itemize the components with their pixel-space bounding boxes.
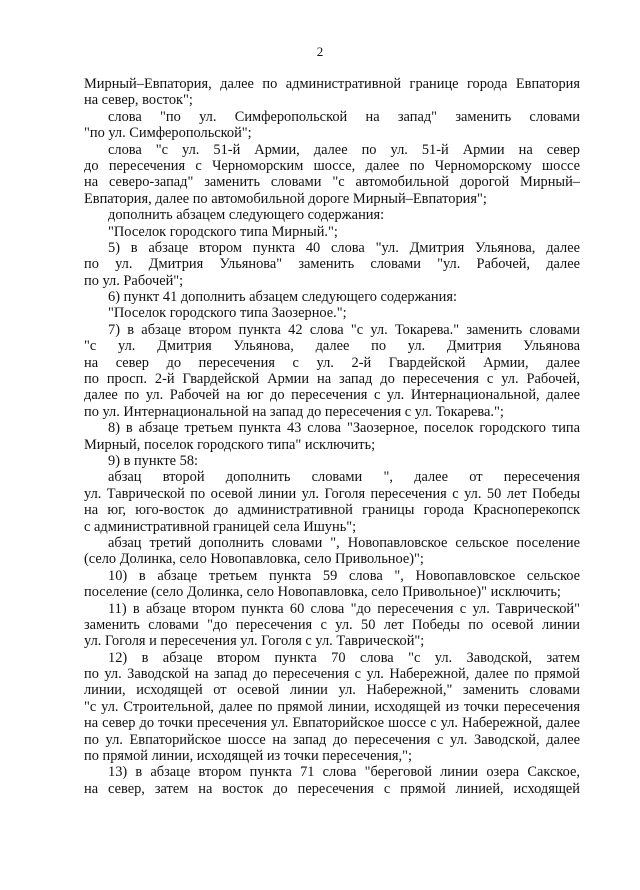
text-line: по ул. Интернациональной на запад до пересечения с ул. Токарева."; <box>84 403 504 420</box>
text-line: абзац третий дополнить словами ", Новопавловское сельское поселение <box>108 534 580 551</box>
text-line: поселение (село Долинка, село Новопавловка, село Привольное)" исключить; <box>84 584 561 601</box>
text-line: (село Долинка, село Новопавловка, село Привольное)"; <box>84 551 424 568</box>
text-line: 10) в абзаце третьем пункта 59 слова ", Новопавловское сельское <box>108 567 580 584</box>
text-line: "Поселок городского типа Мирный."; <box>108 223 338 240</box>
text-line: "по ул. Симферопольской"; <box>84 125 252 142</box>
text-line: Евпатория, далее по автомобильной дороге Мирный–Евпатория"; <box>84 190 487 207</box>
text-line: 9) в пункте 58: <box>108 452 199 469</box>
text-line: на север до точки пресечения ул. Евпаторийское шоссе с ул. Набережной, далее <box>84 715 580 732</box>
text-line: на север, восток"; <box>84 92 193 109</box>
text-line: 6) пункт 41 дополнить абзацем следующего содержания: <box>108 289 457 306</box>
text-line: "с ул. Дмитрия Ульянова, далее по ул. Дмитрия Ульянова <box>84 338 580 355</box>
text-line: на север, затем на восток до пересечения с прямой линией, исходящей <box>84 780 580 797</box>
text-line: на юг, юго-восток до административной границы города Красноперекопск <box>84 502 580 519</box>
text-line: "Поселок городского типа Заозерное."; <box>108 305 347 322</box>
text-line: 13) в абзаце втором пункта 71 слова "береговой линии озера Сакское, <box>108 764 580 781</box>
text-line: по ул. Рабочей"; <box>84 272 184 289</box>
text-line: на север до пересечения с ул. 2-й Гвардейской Армии, далее <box>84 354 580 371</box>
text-line: Мирный–Евпатория, далее по административной границе города Евпатория <box>84 76 580 92</box>
text-line: на северо-запад" заменить словами "с автомобильной дорогой Мирный– <box>84 174 580 191</box>
text-line: абзац второй дополнить словами ", далее от пересечения <box>108 469 580 486</box>
text-line: 7) в абзаце втором пункта 42 слова "с ул. Токарева." заменить словами <box>108 321 580 338</box>
page-number: 2 <box>316 44 324 59</box>
text-line: 12) в абзаце втором пункта 70 слова "с ул. Заводской, затем <box>108 649 580 666</box>
text-line: Мирный, поселок городского типа" исключить; <box>84 436 376 453</box>
text-line: 11) в абзаце втором пункта 60 слова "до пересечения с ул. Таврической" <box>108 600 580 617</box>
text-line: ул. Гоголя и пересечения ул. Гоголя с ул. Таврической"; <box>84 633 425 650</box>
text-line: заменить словами "до пересечения с ул. 50 лет Победы по осевой линии <box>84 616 580 633</box>
text-line: до пересечения с Черноморским шоссе, далее по Черноморскому шоссе <box>84 157 580 174</box>
text-line: по ул. Евпаторийское шоссе на запад до пересечения с ул. Заводской, далее <box>84 731 580 748</box>
text-line: с административной границей села Ишунь"; <box>84 518 357 535</box>
text-line: далее по ул. Рабочей на юг до пересечения с ул. Интернациональной, далее <box>84 387 580 404</box>
text-line: 5) в абзаце втором пункта 40 слова "ул. Дмитрия Ульянова, далее <box>108 239 580 256</box>
text-line: дополнить абзацем следующего содержания: <box>108 207 385 224</box>
text-line: по просп. 2-й Гвардейской Армии на запад до пересечения с ул. Рабочей, <box>84 371 580 388</box>
text-line: по ул. Заводской на запад до пересечения с ул. Набережной, далее по прямой <box>84 666 580 683</box>
text-line: ул. Таврической по осевой линии ул. Гоголя пересечения с ул. 50 лет Победы <box>84 485 580 502</box>
text-line: по ул. Дмитрия Ульянова" заменить словами "ул. Рабочей, далее <box>84 256 580 273</box>
text-line: "с ул. Строительной, далее по прямой линии, исходящей из точки пересечения <box>84 698 580 715</box>
text-line: слова "по ул. Симферопольской на запад" заменить словами <box>108 108 580 125</box>
document-body <box>84 76 580 797</box>
text-line: по прямой линии, исходящей из точки пересечения,"; <box>84 748 412 765</box>
text-line: слова "с ул. 51-й Армии, далее по ул. 51-й Армии на север <box>108 141 580 158</box>
text-line: 8) в абзаце третьем пункта 43 слова "Заозерное, поселок городского типа <box>108 420 580 437</box>
text-line: линии, исходящей от осевой линии ул. Набережной," заменить словами <box>84 682 580 699</box>
